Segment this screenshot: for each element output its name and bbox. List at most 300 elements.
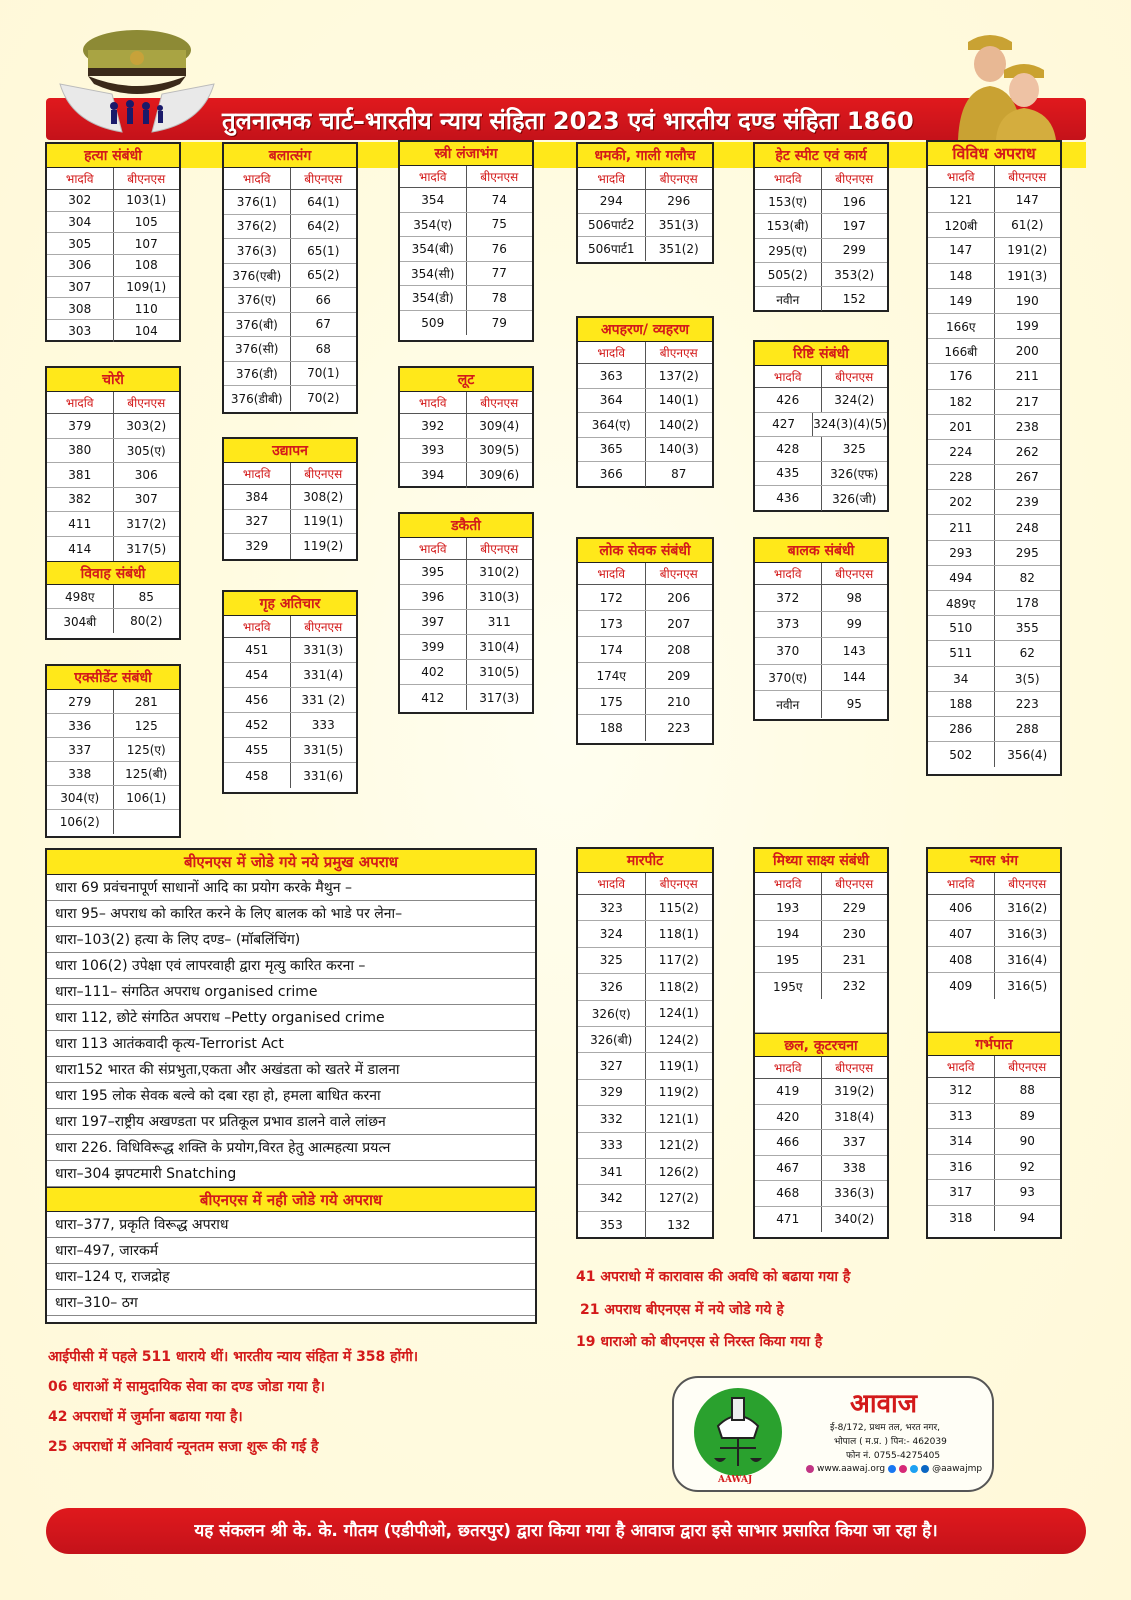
- ipc-section: 384: [224, 485, 291, 509]
- table-title: छल, कूटरचना: [755, 1033, 887, 1057]
- ipc-section: 323: [578, 895, 646, 920]
- table-row: [928, 264, 1060, 289]
- ipc-section: 342: [578, 1185, 646, 1210]
- bns-section: 121(1): [658, 1111, 699, 1126]
- bns-section: 351(3): [658, 217, 699, 232]
- bns-section: 124(2): [658, 1032, 699, 1047]
- aawaj-website[interactable]: www.aawaj.org: [817, 1464, 886, 1474]
- ipc-section: 435: [755, 462, 822, 486]
- table-row: [47, 512, 179, 537]
- table-title: डकैती: [400, 514, 532, 538]
- ipc-section: 407: [928, 921, 995, 946]
- ipc-section: 376(डीबी): [224, 386, 291, 411]
- table-title: विविध अपराध: [928, 142, 1060, 166]
- ipc-section: 489ए: [928, 591, 995, 615]
- bns-section: 209: [667, 668, 691, 683]
- list-item: धारा–103(2) हत्या के लिए दण्ड– (मॉबलिंचिंग): [47, 927, 535, 953]
- bns-section: 310(3): [479, 590, 520, 604]
- ipc-section: 411: [47, 512, 114, 536]
- col-ipc: भादवि: [928, 166, 995, 187]
- ipc-section: 173: [578, 611, 646, 636]
- bns-section: 95: [846, 697, 862, 712]
- bns-section: 281: [134, 694, 158, 709]
- bns-section: 319(2): [834, 1084, 875, 1099]
- ipc-section: 228: [928, 465, 995, 489]
- bns-section: 67: [315, 317, 331, 332]
- ipc-section: 467: [755, 1156, 822, 1181]
- table-row: [47, 320, 179, 342]
- bns-section: 333: [311, 718, 335, 732]
- table-row: [578, 637, 712, 663]
- bns-section: 353(2): [834, 267, 875, 282]
- table-row: [47, 255, 179, 277]
- bns-section: 190: [1015, 293, 1039, 308]
- table-row: [224, 386, 356, 411]
- table-row: [224, 485, 356, 510]
- ipc-section: 471: [755, 1207, 822, 1233]
- ipc-section: 188: [578, 715, 646, 741]
- col-ipc: भादवि: [400, 392, 467, 413]
- ipc-section: 376(बी): [224, 313, 291, 337]
- table-row: [47, 810, 179, 834]
- bns-section: 337: [842, 1135, 866, 1150]
- footer-banner: यह संकलन श्री के. के. गौतम (एडीपीओ, छतरपुर) द्वारा किया गया है आवाज द्वारा इसे साभार प्रसारित किया जा रहा है।: [46, 1508, 1086, 1554]
- ipc-section: 380: [47, 439, 114, 463]
- table-row: [928, 973, 1060, 999]
- table-loksevak: [576, 537, 714, 745]
- table-row: [928, 692, 1060, 717]
- bns-section: 207: [667, 616, 691, 631]
- bns-section: 311: [487, 615, 511, 629]
- col-bns: बीएनएस: [480, 170, 519, 184]
- ipc-section: 303: [47, 320, 114, 342]
- bns-section: 229: [842, 900, 866, 915]
- bns-section: 239: [1015, 495, 1039, 510]
- ipc-section: 376(सी): [224, 337, 291, 361]
- col-bns: बीएनएस: [835, 877, 874, 891]
- table-row: [578, 1212, 712, 1238]
- ipc-section: 392: [400, 414, 467, 438]
- ipc-section: 372: [755, 585, 822, 611]
- bns-section: 78: [491, 290, 507, 305]
- col-ipc: भादवि: [224, 168, 291, 189]
- bns-section: 140(3): [658, 442, 699, 457]
- bns-section: 119(1): [303, 514, 344, 529]
- col-ipc: भादवि: [578, 873, 646, 894]
- ipc-section: 397: [400, 610, 467, 634]
- table-row: [578, 1133, 712, 1159]
- ipc-section: 393: [400, 439, 467, 463]
- ipc-section: 195ए: [755, 973, 822, 999]
- col-bns: बीएनएस: [659, 567, 698, 581]
- list-item: धारा 95– अपराध को कारित करने के लिए बालक को भाडे पर लेना–: [47, 901, 535, 927]
- ipc-section: 494: [928, 566, 995, 590]
- table-row: [928, 339, 1060, 364]
- bns-section: 75: [491, 217, 507, 232]
- table-row: [400, 560, 532, 585]
- ipc-section: 326(बी): [578, 1027, 646, 1052]
- table-row: [755, 665, 887, 692]
- table-title: चोरी: [47, 368, 179, 392]
- col-ipc: भादवि: [755, 1057, 822, 1078]
- table-row: [755, 895, 887, 921]
- bns-section: 262: [1015, 444, 1039, 459]
- table-row: [928, 364, 1060, 389]
- ipc-section: 456: [224, 688, 291, 712]
- col-bns: बीएनएस: [659, 172, 698, 186]
- twitter-icon[interactable]: [910, 1465, 918, 1473]
- table-row: [928, 1180, 1060, 1206]
- table-chori: [45, 366, 181, 640]
- bns-section: 3(5): [1014, 671, 1040, 686]
- bns-section: 310(5): [479, 665, 520, 679]
- table-row: [578, 190, 712, 214]
- ipc-section: 314: [928, 1129, 995, 1154]
- list-item: धारा 69 प्रवंचनापूर्ण साधानों आदि का प्रयोग करके मैथुन –: [47, 875, 535, 901]
- table-title: बालक संबंधी: [755, 539, 887, 563]
- table-row: [578, 389, 712, 414]
- bns-section: 89: [1019, 1108, 1035, 1123]
- ipc-section: नवीन: [755, 287, 822, 311]
- bns-section: [114, 810, 180, 834]
- ipc-section: 506पार्ट2: [578, 214, 646, 237]
- ipc-section: 370(ए): [755, 665, 822, 691]
- col-bns: बीएनएस: [659, 877, 698, 891]
- ipc-section: 336: [47, 714, 114, 737]
- table-row: [400, 237, 532, 262]
- ipc-section: 175: [578, 689, 646, 714]
- aawaj-contact-box: [672, 1376, 994, 1492]
- bns-section: 107: [134, 236, 158, 251]
- ipc-section: 455: [224, 738, 291, 762]
- bns-section: 70(1): [307, 366, 340, 381]
- table-row: [400, 311, 532, 336]
- col-ipc: भादवि: [400, 166, 467, 187]
- ipc-section: 420: [755, 1105, 822, 1130]
- table-row: [224, 190, 356, 215]
- col-bns: बीएनएस: [480, 396, 519, 410]
- ipc-section: 106(2): [47, 810, 114, 834]
- bns-section: 125(बी): [125, 767, 168, 781]
- col-bns: बीएनएस: [835, 567, 874, 581]
- ipc-section: 414: [47, 537, 114, 562]
- bns-section: 77: [491, 266, 507, 281]
- bns-section: 351(2): [658, 241, 699, 256]
- list-item: धारा 195 लोक सेवक बल्वे को दबा रहा हो, हमला बाधित करना: [47, 1083, 535, 1109]
- table-row: [928, 238, 1060, 263]
- table-row: [928, 1155, 1060, 1181]
- table-row: [928, 314, 1060, 339]
- table-row: [47, 463, 179, 488]
- table-row: [224, 534, 356, 559]
- list-item: धारा–497, जारकर्म: [47, 1238, 535, 1264]
- table-row: [928, 717, 1060, 742]
- note-left-4: 25 अपराधों में अनिवार्य न्यूनतम सजा शुरू की गई है: [48, 1439, 319, 1455]
- ipc-section: 412: [400, 685, 467, 710]
- bns-section: 94: [1019, 1211, 1035, 1226]
- col-ipc: भादवि: [755, 366, 822, 387]
- table-row: [755, 437, 887, 462]
- ipc-section: 211: [928, 515, 995, 539]
- bns-section: 108: [134, 258, 158, 273]
- table-row: [578, 438, 712, 463]
- table-row: [400, 213, 532, 238]
- table-dakaiti: [398, 512, 534, 714]
- table-row: [928, 895, 1060, 921]
- table-row: [755, 1130, 887, 1156]
- ipc-section: 174: [578, 637, 646, 662]
- bns-section: 309(4): [479, 418, 520, 433]
- col-ipc: भादवि: [400, 538, 467, 559]
- table-row: [755, 239, 887, 263]
- ipc-section: 428: [755, 437, 822, 461]
- ipc-section: 194: [755, 921, 822, 946]
- bns-section: 106(1): [126, 790, 167, 805]
- ipc-section: 306: [47, 255, 114, 276]
- bns-section: 307: [134, 492, 158, 507]
- bns-section: 118(2): [658, 979, 699, 994]
- table-row: [578, 1185, 712, 1211]
- ipc-section: 34: [928, 667, 995, 691]
- table-row: [755, 1079, 887, 1105]
- table-title: मारपीट: [578, 849, 712, 873]
- bns-section: 295: [1015, 545, 1039, 560]
- table-row: [400, 463, 532, 488]
- table-row: [47, 786, 179, 810]
- table-row: [755, 691, 887, 718]
- bns-section: 70(2): [307, 391, 340, 406]
- ipc-section: 182: [928, 390, 995, 414]
- removed-crimes-title: बीएनएस में नही जोडे गये अपराध: [47, 1187, 535, 1212]
- table-row: [928, 1078, 1060, 1104]
- table-row: [578, 1106, 712, 1132]
- table-griha: [222, 590, 358, 794]
- bns-section: 115(2): [658, 900, 699, 915]
- bns-section: 310(2): [479, 565, 520, 579]
- ipc-section: 201: [928, 415, 995, 439]
- bns-section: 210: [667, 694, 691, 709]
- table-row: [755, 973, 887, 999]
- table-row: [47, 233, 179, 255]
- ipc-section: 382: [47, 488, 114, 512]
- table-row: [755, 1105, 887, 1131]
- bns-section: 119(2): [303, 539, 344, 554]
- bns-section: 238: [1015, 419, 1039, 434]
- page-title: तुलनात्मक चार्ट–भारतीय न्याय संहिता 2023 एवं भारतीय दण्ड संहिता 1860: [222, 107, 914, 135]
- table-title: मिथ्या साक्ष्य संबंधी: [755, 849, 887, 873]
- table-row: [928, 515, 1060, 540]
- table-row: [578, 413, 712, 438]
- table-title: विवाह संबंधी: [47, 561, 179, 585]
- list-item: धारा 226. विधिविरूद्ध शक्ति के प्रयोग,विरत हेतु आत्महत्या प्रयत्न: [47, 1135, 535, 1161]
- table-row: [578, 974, 712, 1000]
- ipc-section: 325: [578, 948, 646, 973]
- ipc-section: 318: [928, 1206, 995, 1232]
- table-row: [928, 667, 1060, 692]
- col-ipc: भादवि: [755, 563, 822, 584]
- table-row: [755, 638, 887, 665]
- table-balak: [753, 537, 889, 721]
- note-left-3: 42 अपराधों में जुर्माना बढाया गया है।: [48, 1409, 243, 1425]
- instagram-icon[interactable]: [899, 1465, 907, 1473]
- col-bns: बीएनएस: [835, 370, 874, 384]
- bns-section: 64(2): [307, 219, 340, 234]
- table-row: [47, 414, 179, 439]
- table-row: [928, 465, 1060, 490]
- col-bns: बीएनएस: [835, 1061, 874, 1075]
- table-row: [47, 439, 179, 464]
- ipc-section: 468: [755, 1181, 822, 1206]
- bns-section: 76: [491, 241, 507, 256]
- new-crimes-title: बीएनएस में जोडे गये नये प्रमुख अपराध: [47, 850, 535, 875]
- aawaj-address-2: भोपाल ( म.प्र. ) पिन:- 462039: [834, 1437, 947, 1447]
- table-row: [755, 388, 887, 413]
- ipc-section: 120बी: [928, 213, 995, 237]
- table-title: गर्भपात: [928, 1032, 1060, 1056]
- bns-section: 316(2): [1007, 900, 1048, 915]
- table-row: [47, 609, 179, 633]
- table-mithya: [753, 847, 889, 1239]
- col-ipc: भादवि: [224, 616, 291, 637]
- bns-section: 140(2): [658, 417, 699, 432]
- table-row: [578, 585, 712, 611]
- ipc-section: 364: [578, 389, 646, 413]
- linkedin-icon[interactable]: [921, 1465, 929, 1473]
- table-row: [755, 287, 887, 311]
- bns-section: 64(1): [307, 194, 340, 209]
- bns-section: 79: [491, 315, 507, 330]
- table-row: [400, 286, 532, 311]
- ipc-section: 166बी: [928, 339, 995, 363]
- ipc-section: 365: [578, 438, 646, 462]
- col-bns: बीएनएस: [480, 542, 519, 556]
- bns-section: 110: [134, 301, 158, 316]
- ipc-section: 466: [755, 1130, 822, 1155]
- bns-section: 117(2): [658, 953, 699, 968]
- list-item: धारा 106(2) उपेक्षा एवं लापरवाही द्वारा मृत्यु कारित करना –: [47, 953, 535, 979]
- bns-section: 143: [842, 643, 866, 658]
- table-row: [224, 362, 356, 387]
- col-ipc: भादवि: [755, 873, 822, 894]
- table-row: [224, 738, 356, 763]
- table-row: [755, 585, 887, 612]
- table-row: [928, 289, 1060, 314]
- col-bns: बीएनएस: [304, 172, 343, 186]
- table-title: एक्सीडेंट संबंधी: [47, 666, 179, 690]
- table-row: [928, 591, 1060, 616]
- table-row: [400, 439, 532, 464]
- ipc-section: 294: [578, 190, 646, 213]
- col-bns: बीएनएस: [127, 172, 166, 186]
- ipc-section: 332: [578, 1106, 646, 1131]
- table-row: [578, 948, 712, 974]
- aawaj-handle[interactable]: @aawajmp: [932, 1464, 983, 1474]
- table-row: [755, 612, 887, 639]
- bns-section: 82: [1019, 570, 1035, 585]
- ipc-section: 354(सी): [400, 262, 467, 286]
- bns-section: 191(2): [1007, 243, 1048, 258]
- ipc-section: 408: [928, 947, 995, 972]
- ipc-section: 172: [578, 585, 646, 610]
- aawaj-social: [806, 1464, 982, 1474]
- bns-section: 80(2): [130, 614, 163, 628]
- bns-section: 88: [1019, 1083, 1035, 1098]
- table-row: [578, 663, 712, 689]
- table-title: न्यास भंग: [928, 849, 1060, 873]
- list-item: धारा–124 ए, राजद्रोह: [47, 1264, 535, 1290]
- ipc-section: 426: [755, 388, 822, 412]
- bns-section: 310(4): [479, 640, 520, 654]
- bns-section: 126(2): [658, 1164, 699, 1179]
- table-balatsang: [222, 142, 358, 414]
- bns-section: 85: [138, 589, 154, 604]
- ipc-section: 394: [400, 463, 467, 488]
- table-nyas: [926, 847, 1062, 1239]
- bns-section: 217: [1015, 394, 1039, 409]
- bns-section: 309(6): [479, 468, 520, 483]
- table-row: [400, 685, 532, 710]
- ipc-section: 399: [400, 635, 467, 659]
- ipc-section: 305: [47, 233, 114, 254]
- col-ipc: भादवि: [578, 168, 646, 189]
- list-item: धारा 197–राष्ट्रीय अखण्डता पर प्रतिकूल प्रभाव डालने वाले लांछन: [47, 1109, 535, 1135]
- table-row: [755, 190, 887, 214]
- table-row: [400, 188, 532, 213]
- table-row: [578, 895, 712, 921]
- table-row: [928, 742, 1060, 767]
- bns-section: 324(3)(4)(5): [813, 417, 887, 432]
- ipc-section: 316: [928, 1155, 995, 1180]
- facebook-icon[interactable]: [888, 1465, 896, 1473]
- table-udyapan: [222, 437, 358, 561]
- aawaj-logo-text: AAWAJ: [718, 1475, 753, 1485]
- table-row: [928, 616, 1060, 641]
- table-row: [578, 715, 712, 741]
- ipc-section: 326: [578, 974, 646, 999]
- aawaj-logo-icon: [686, 1386, 790, 1486]
- ipc-section: 505(2): [755, 263, 822, 286]
- note-right-1: 41 अपराधो में कारावास की अवधि को बढाया गया है: [576, 1269, 851, 1285]
- bns-section: 90: [1019, 1134, 1035, 1149]
- ipc-section: 511: [928, 641, 995, 665]
- col-ipc: भादवि: [928, 873, 995, 894]
- table-row: [578, 1001, 712, 1027]
- table-row: [400, 635, 532, 660]
- bns-section: 121(2): [658, 1138, 699, 1153]
- ipc-section: 312: [928, 1078, 995, 1103]
- bns-section: 206: [667, 590, 691, 605]
- ipc-section: 304(ए): [47, 786, 114, 809]
- table-row: [47, 537, 179, 562]
- bns-section: 208: [667, 642, 691, 657]
- ipc-section: 506पार्ट1: [578, 237, 646, 261]
- table-row: [224, 239, 356, 264]
- table-row: [578, 1080, 712, 1106]
- bns-section: 355: [1015, 621, 1039, 636]
- table-row: [578, 1159, 712, 1185]
- bns-section: 65(1): [307, 243, 340, 258]
- table-row: [928, 541, 1060, 566]
- table-row: [928, 440, 1060, 465]
- bns-section: 316(3): [1007, 926, 1048, 941]
- ipc-section: 166ए: [928, 314, 995, 338]
- ipc-section: 329: [224, 534, 291, 559]
- bns-section: 336(3): [834, 1186, 875, 1201]
- table-loot: [398, 366, 534, 488]
- ipc-section: 147: [928, 238, 995, 262]
- table-title: लूट: [400, 368, 532, 392]
- table-title: स्त्री लंजाभंग: [400, 142, 532, 166]
